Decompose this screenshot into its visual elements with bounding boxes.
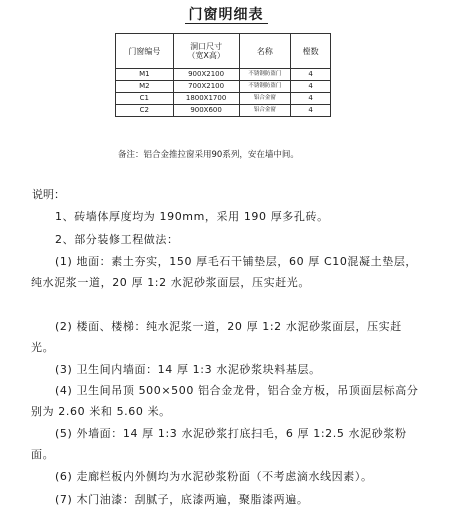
note-paragraph: 1、砖墙体厚度均为 190mm，采用 190 厚多孔砖。 — [55, 210, 329, 223]
notes-heading: 说明： — [32, 188, 65, 201]
note-paragraph: (6) 走廊栏板内外侧均为水泥砂浆粉面（不考虑滴水线因素）。 — [55, 470, 373, 483]
note-paragraph: (5) 外墙面：14 厚 1:3 水泥砂浆打底扫毛，6 厚 1:2.5 水泥砂浆粉面。 — [31, 427, 407, 461]
cell-count: 4 — [291, 105, 331, 117]
header-code: 门窗编号 — [116, 34, 174, 69]
table-row — [116, 81, 331, 93]
cell-code: C2 — [116, 105, 174, 117]
cell-count: 4 — [291, 69, 331, 81]
cell-count: 4 — [291, 93, 331, 105]
cell-name: 铝合金窗 — [239, 93, 291, 105]
table-note: 备注：铝合金推拉窗采用90系列，安在墙中间。 — [118, 150, 299, 160]
schedule-title — [0, 4, 452, 24]
cell-code: C1 — [116, 93, 174, 105]
schedule-title-text: 门窗明细表 — [185, 7, 268, 24]
cell-size: 700X2100 — [173, 81, 239, 93]
header-count: 樘数 — [291, 34, 331, 69]
note-paragraph: (1) 地面：素土夯实，150 厚毛石干铺垫层，60 厚 C10混凝土垫层，纯水泥浆一道，20 厚 1:2 水泥砂浆面层，压实赶光。 — [31, 255, 418, 289]
note-paragraph: (7) 木门油漆：刮腻子，底漆两遍，聚脂漆两遍。 — [55, 493, 309, 506]
cell-name: 不锈钢防盗门 — [239, 69, 291, 81]
cell-name: 不锈钢防盗门 — [239, 81, 291, 93]
note-paragraph: (2) 楼面、楼梯：纯水泥浆一道，20 厚 1:2 水泥砂浆面层，压实赶光。 — [31, 320, 402, 354]
note-paragraph: (4) 卫生间吊顶 500×500 铝合金龙骨，铝合金方板，吊顶面层标高分别为 2.60 米和 5.60 米。 — [31, 384, 419, 418]
cell-code: M1 — [116, 69, 174, 81]
cell-count: 4 — [291, 81, 331, 93]
note-paragraph: (3) 卫生间内墙面：14 厚 1:3 水泥砂浆块料基层。 — [55, 363, 321, 376]
table-row — [116, 93, 331, 105]
cell-code: M2 — [116, 81, 174, 93]
header-opening-size: 洞口尺寸 （宽X高） — [173, 34, 239, 69]
door-window-schedule-table — [115, 33, 331, 117]
cell-size: 900X600 — [173, 105, 239, 117]
cell-size: 900X2100 — [173, 69, 239, 81]
cell-size: 1800X1700 — [173, 93, 239, 105]
header-name: 名称 — [239, 34, 291, 69]
cell-name: 铝合金窗 — [239, 105, 291, 117]
table-row — [116, 105, 331, 117]
table-row — [116, 69, 331, 81]
table-header-row — [116, 34, 331, 69]
note-paragraph: 2、部分装修工程做法： — [55, 233, 179, 246]
